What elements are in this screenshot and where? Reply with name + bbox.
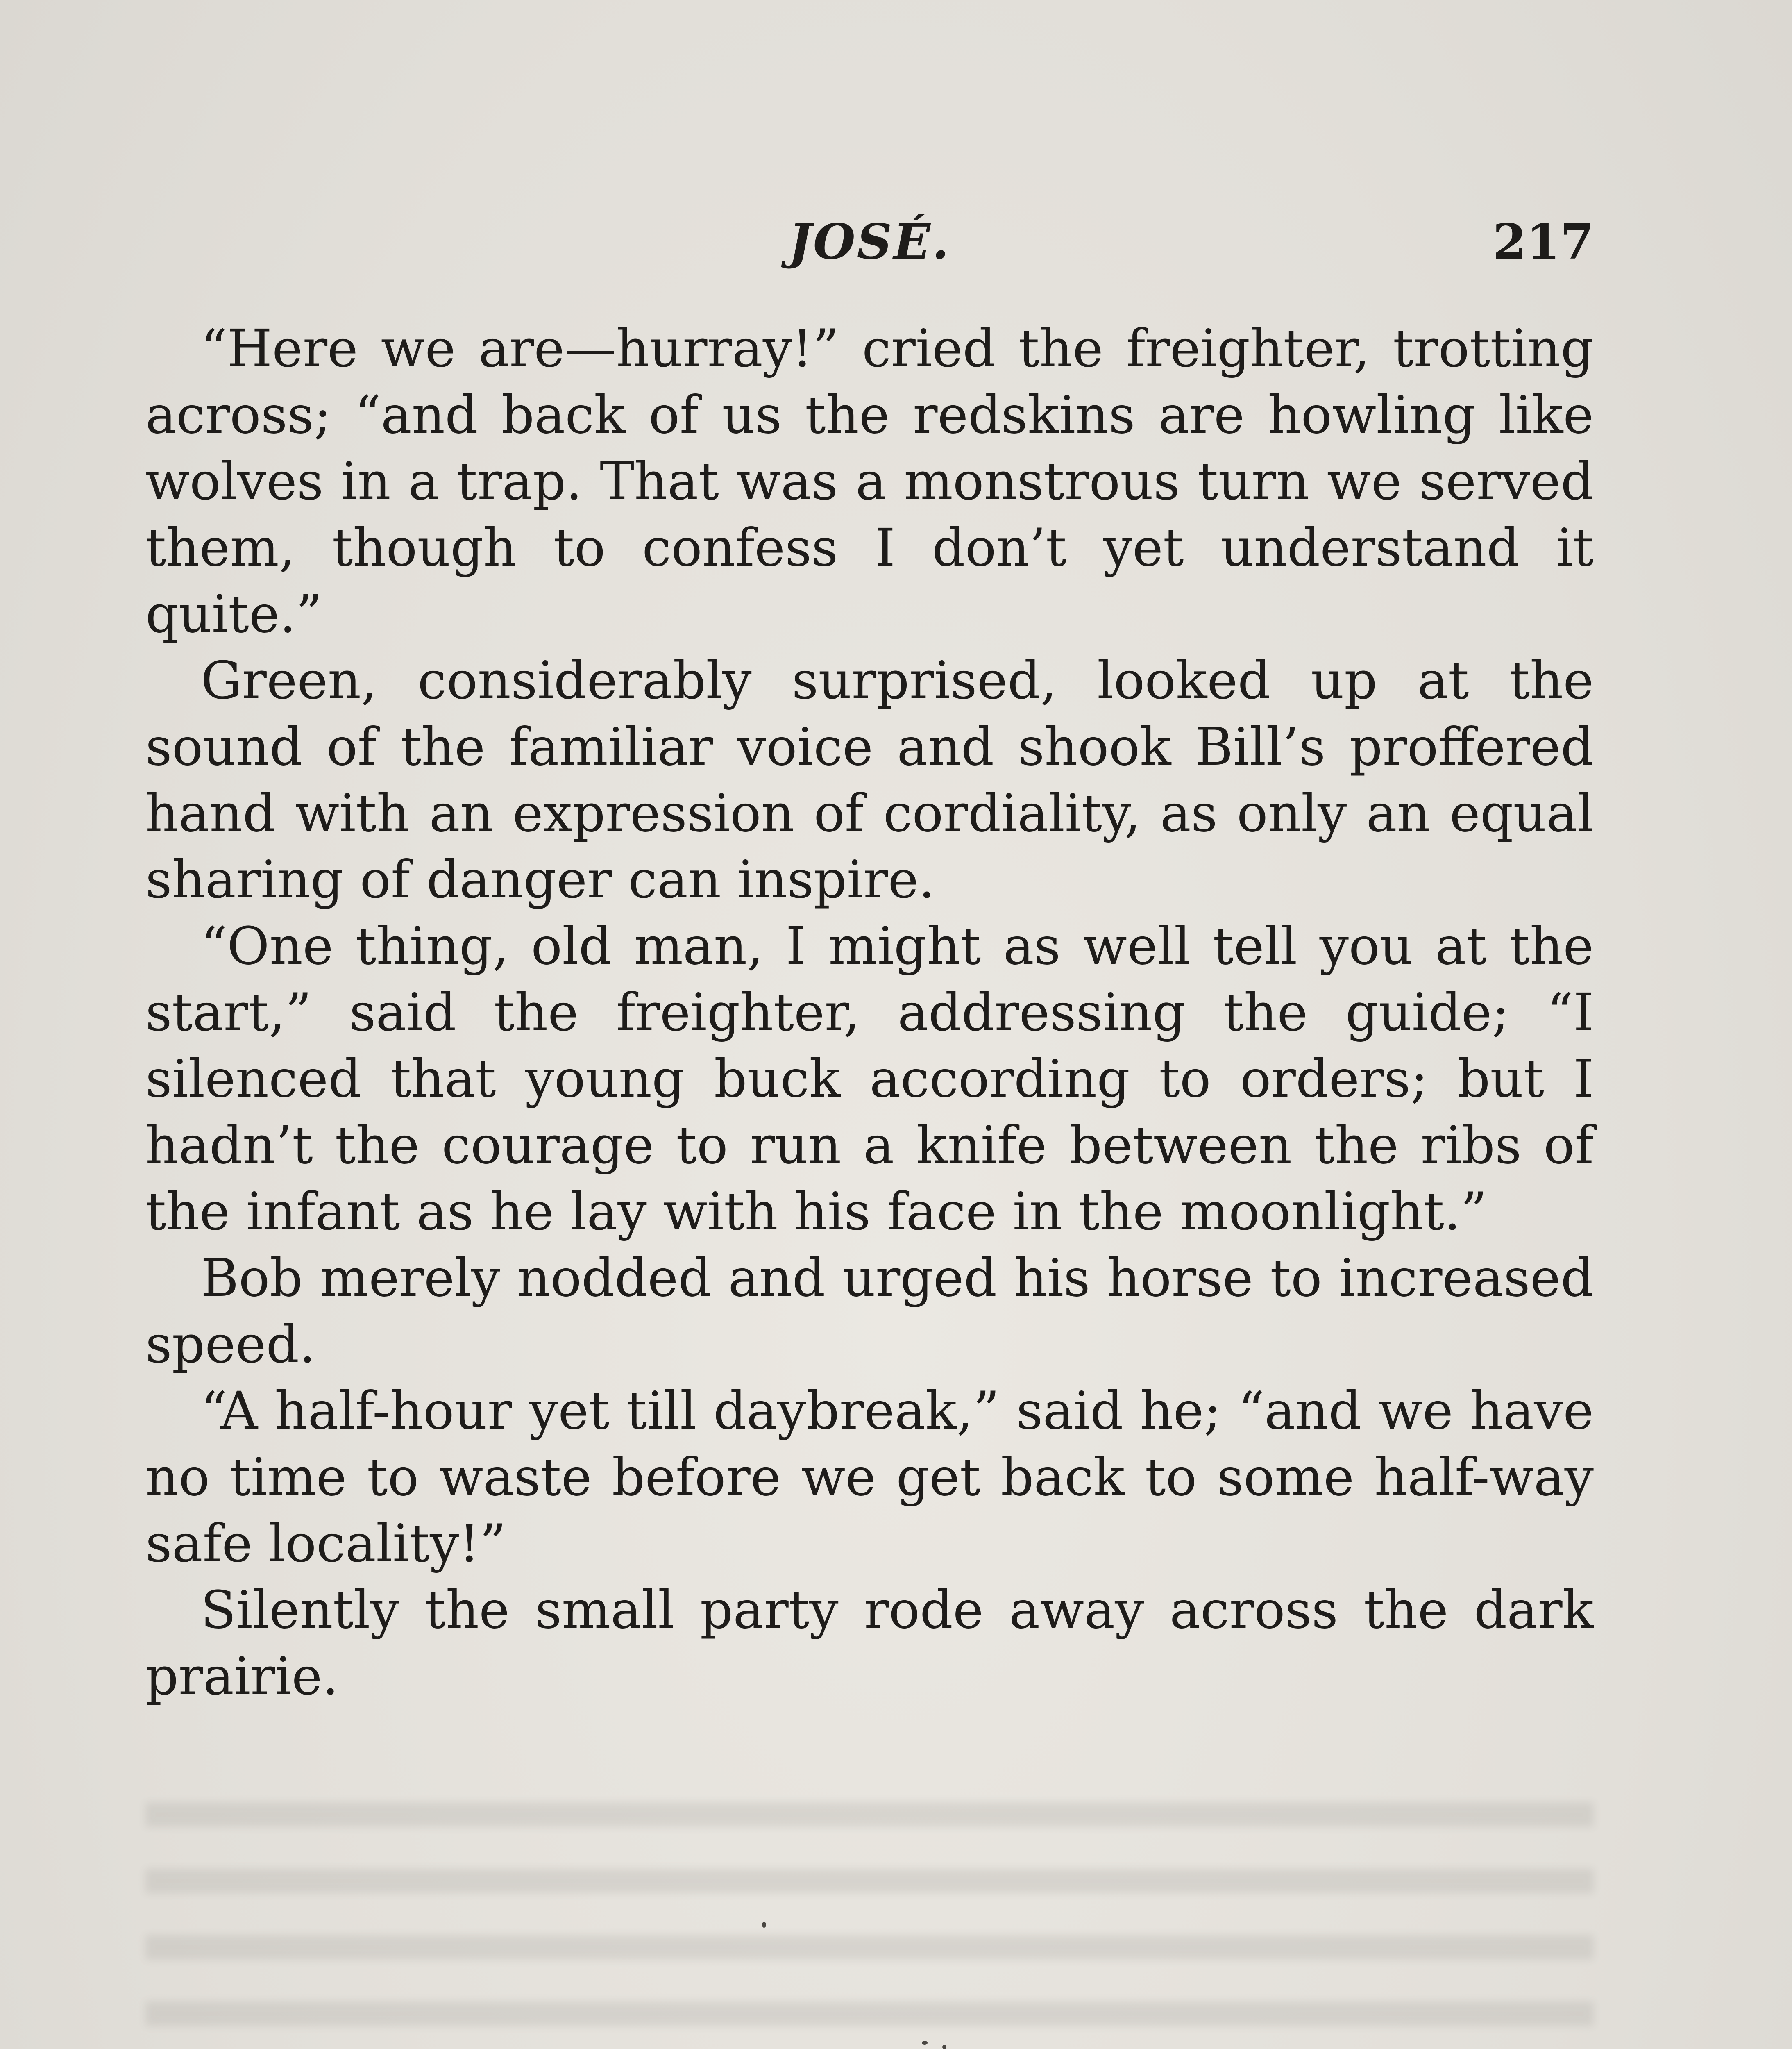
page-header <box>145 213 1594 279</box>
paragraph: Bob merely nodded and urged his horse to increased speed. <box>145 1248 1594 1374</box>
paragraph: “Here we are—hurray!” cried the freighter, trotting across; “and back of us the redskins are howling like wolves in a trap. That was a monstrous turn we served them, though to confess I don’t yet understand it quite.” <box>145 318 1594 644</box>
page-number: 217 <box>1493 213 1594 270</box>
running-title: JOSÉ. <box>789 213 950 270</box>
paper-speck <box>942 2045 946 2049</box>
paragraph: Silently the small party rode away across the dark prairie. <box>145 1580 1594 1706</box>
body-text <box>145 316 1594 1710</box>
paper-speck <box>762 1922 766 1928</box>
paragraph: Green, considerably surprised, looked up at the sound of the familiar voice and shook Bill’s proffered hand with an expression of cordiality, as only an equal sharing of danger can inspire. <box>145 650 1594 910</box>
show-through-text <box>145 1783 1594 2049</box>
paragraph: “A half-hour yet till daybreak,” said he; “and we have no time to waste before we get back to some half-way safe locality!” <box>145 1381 1594 1574</box>
paper-speck <box>922 2041 928 2045</box>
paragraph: “One thing, old man, I might as well tell you at the start,” said the freighter, addressing the guide; “I silenced that young buck according to orders; but I hadn’t the courage to run a knife between the ribs of the infant as he lay with his face in the moonlight.” <box>145 916 1594 1242</box>
